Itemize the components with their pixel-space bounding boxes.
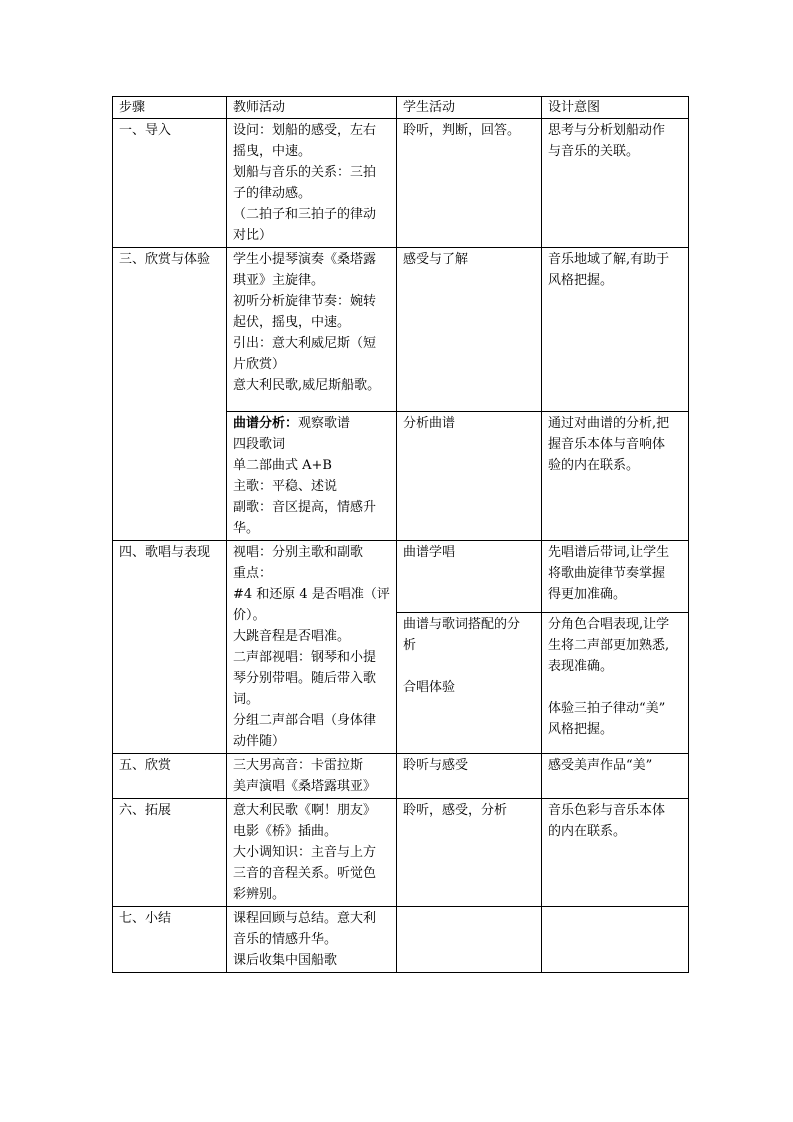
text-line: 分角色合唱表现,让学 — [548, 617, 670, 633]
text-line: 通过对曲谱的分析,把 — [548, 416, 670, 431]
spacer — [403, 656, 535, 677]
table-row — [113, 248, 689, 412]
text-line: 价）。 — [233, 608, 266, 623]
step-cell: 三、欣赏与体验 — [113, 248, 227, 541]
intent-cell — [542, 248, 689, 412]
text-line: 设问：划船的感受，左右 — [233, 123, 377, 138]
text-line: 三大男高音：卡雷拉斯 — [233, 758, 364, 773]
text-line: 单二部曲式 A+B — [233, 458, 332, 473]
text-line: 风格把握。 — [548, 273, 614, 288]
student-cell: 聆听与感受 — [397, 754, 542, 799]
text-line: 课后收集中国船歌 — [233, 953, 338, 968]
text-line: 词。 — [233, 692, 260, 707]
student-cell — [397, 907, 542, 973]
text-line: 课程回顾与总结。意大利 — [233, 911, 377, 926]
text-line: 四段歌词 — [233, 437, 286, 452]
text-line: 析 — [403, 638, 417, 654]
text-line: 音乐的情感升华。 — [233, 932, 338, 947]
table-row — [113, 119, 689, 248]
text-line: 生将二声部更加熟悉, — [548, 638, 670, 654]
score-analysis-text: 观察歌谱 — [298, 416, 351, 431]
teacher-cell — [227, 907, 397, 973]
score-analysis-label: 曲谱分析： — [233, 416, 299, 431]
text-line: 三音的音程关系。听觉色 — [233, 866, 377, 881]
text-line: 主歌：平稳、述说 — [233, 479, 338, 494]
header-teacher: 教师活动 — [227, 97, 397, 119]
text-line: 琪亚》主旋律。 — [233, 273, 325, 288]
step-cell: 一、导入 — [113, 119, 227, 248]
text-line: 琴分别带唱。随后带入歌 — [233, 671, 377, 686]
teacher-cell — [227, 799, 397, 907]
text-line: 起伏，摇曳，中速。 — [233, 315, 351, 330]
student-cell: 曲谱学唱 — [397, 541, 542, 613]
step-cell: 五、欣赏 — [113, 754, 227, 799]
text-line: 引出：意大利威尼斯（短 — [233, 336, 377, 351]
text-line: 思考与分析划船动作 — [548, 123, 666, 138]
text-line: 电影《桥》插曲。 — [233, 824, 338, 839]
student-cell: 感受与了解 — [397, 248, 542, 412]
intent-cell — [542, 613, 689, 754]
text-line: 得更加准确。 — [548, 587, 627, 602]
table-row — [113, 541, 689, 613]
text-line: 体验三拍子律动“美” — [548, 701, 666, 717]
text-line: 对比） — [233, 228, 273, 243]
text-line: 美声演唱《桑塔露琪亚》 — [233, 779, 377, 794]
text-line: 子的律动感。 — [233, 186, 312, 201]
text-line: 音乐色彩与音乐本体 — [548, 803, 666, 818]
text-line: 合唱体验 — [403, 680, 456, 696]
table-header-row — [113, 97, 689, 119]
text-line: 摇曳，中速。 — [233, 144, 312, 159]
text-line: 先唱谱后带词,让学生 — [548, 545, 670, 560]
student-cell: 聆听，判断，回答。 — [397, 119, 542, 248]
spacer — [548, 677, 682, 698]
text-line: 风格把握。 — [548, 722, 614, 738]
intent-cell: 感受美声作品“美” — [542, 754, 689, 799]
text-line: （二拍子和三拍子的律动 — [233, 207, 377, 222]
student-cell: 聆听，感受，分析 — [397, 799, 542, 907]
text-line: 大小调知识：主音与上方 — [233, 845, 377, 860]
text-line: 华。 — [233, 521, 260, 536]
text-line: 握音乐本体与音响体 — [548, 437, 666, 452]
intent-cell — [542, 541, 689, 613]
student-cell: 分析曲谱 — [397, 412, 542, 541]
text-line: 将歌曲旋律节奏掌握 — [548, 566, 666, 581]
text-line: #4 和还原 4 是否唱准（评 — [233, 587, 390, 602]
text-line: 划船与音乐的关系：三拍 — [233, 165, 377, 180]
text-line: 验的内在联系。 — [548, 458, 640, 473]
text-line: 意大利民歌《啊！朋友》 — [233, 803, 377, 818]
table-row — [113, 799, 689, 907]
text-line: 意大利民歌,威尼斯船歌。 — [233, 378, 381, 393]
teacher-cell — [227, 412, 397, 541]
text-line: 重点： — [233, 566, 273, 581]
text-line: 副歌：音区提高，情感升 — [233, 500, 377, 515]
text-line: 表现准确。 — [548, 659, 614, 675]
text-line: 视唱：分别主歌和副歌 — [233, 545, 364, 560]
text-line: 大跳音程是否唱准。 — [233, 629, 351, 644]
student-cell — [397, 613, 542, 754]
table-row — [113, 907, 689, 973]
intent-cell — [542, 799, 689, 907]
text-line: 二声部视唱：钢琴和小提 — [233, 650, 377, 665]
lesson-plan-table — [112, 96, 689, 973]
text-line: 的内在联系。 — [548, 824, 627, 839]
intent-cell — [542, 119, 689, 248]
teacher-cell — [227, 248, 397, 412]
header-intent: 设计意图 — [542, 97, 689, 119]
step-cell: 四、歌唱与表现 — [113, 541, 227, 754]
intent-cell — [542, 907, 689, 973]
step-cell: 七、小结 — [113, 907, 227, 973]
header-student: 学生活动 — [397, 97, 542, 119]
teacher-cell — [227, 541, 397, 754]
teacher-cell — [227, 754, 397, 799]
text-line: 与音乐的关联。 — [548, 144, 640, 159]
text-line: 彩辨别。 — [233, 887, 286, 902]
text-line: 曲谱与歌词搭配的分 — [403, 617, 521, 633]
text-line: 片欣赏） — [233, 357, 286, 372]
text-line: 分组二声部合唱（身体律 — [233, 713, 377, 728]
step-cell: 六、拓展 — [113, 799, 227, 907]
intent-cell — [542, 412, 689, 541]
text-line: 初听分析旋律节奏：婉转 — [233, 294, 377, 309]
header-step: 步骤 — [113, 97, 227, 119]
text-line: 音乐地域了解,有助于 — [548, 252, 670, 267]
text-line — [233, 413, 390, 434]
table-row — [113, 754, 689, 799]
teacher-cell — [227, 119, 397, 248]
text-line: 动伴随） — [233, 734, 286, 749]
text-line: 学生小提琴演奏《桑塔露 — [233, 252, 377, 267]
